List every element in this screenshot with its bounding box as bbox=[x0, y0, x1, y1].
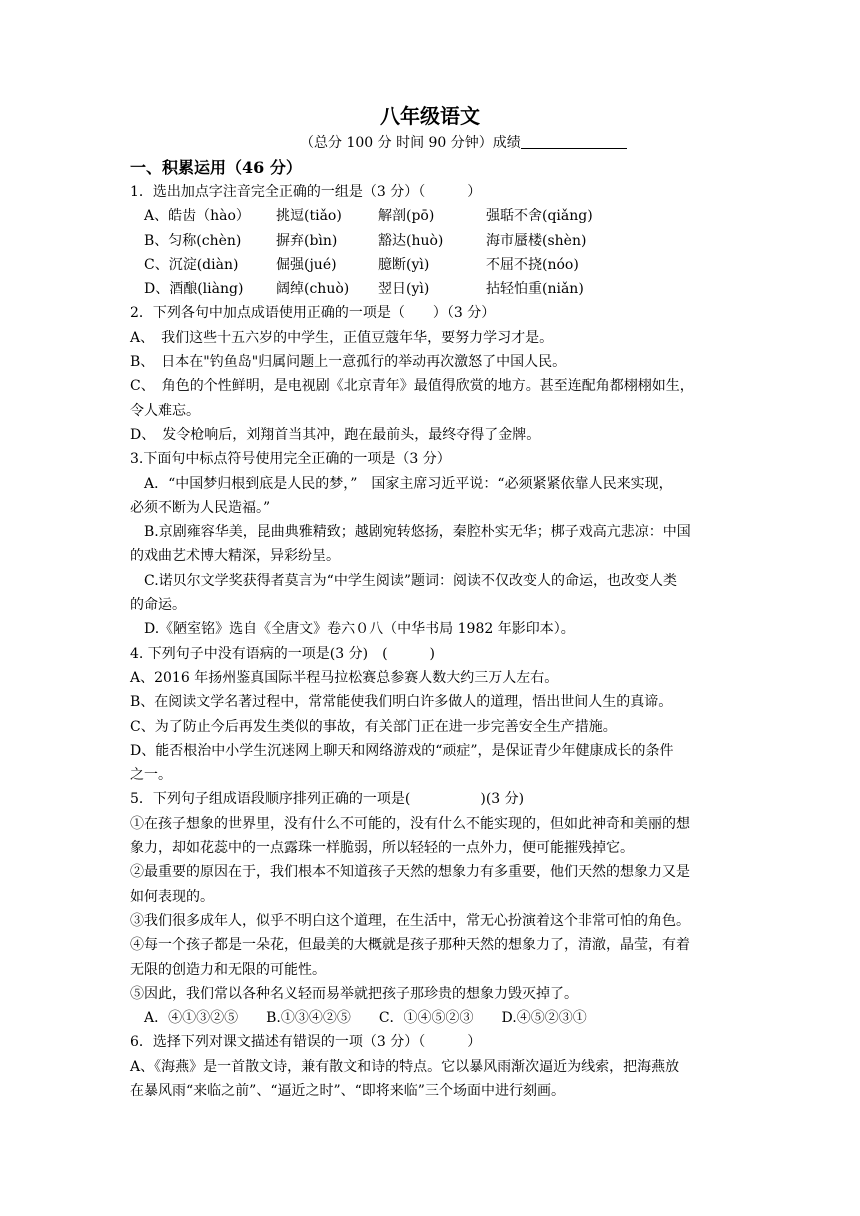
page-title: 八年级语文 bbox=[380, 104, 480, 128]
q1-a-4: 强聒不舍(qiǎng) bbox=[486, 208, 593, 225]
q1-d-3: 翌日(yì) bbox=[378, 281, 430, 298]
q2-option-b: B、 日本在"钓鱼岛"归属问题上一意孤行的举动再次激怒了中国人民。 bbox=[130, 354, 567, 371]
q1-c-4: 不屈不挠(nóo) bbox=[486, 256, 579, 273]
q4-option-d: D、能否根治中小学生沉迷网上聊天和网络游戏的“顽症”，是保证青少年健康成长的条件 bbox=[130, 742, 674, 759]
q5-sentence-4-cont: 无限的创造力和无限的可能性。 bbox=[130, 961, 326, 978]
q1-a-3: 解剖(pō) bbox=[378, 208, 435, 225]
q6-stem: 6．选择下列对课文描述有错误的一项（3 分）（ ） bbox=[130, 1034, 482, 1051]
q5-sentence-2: ②最重要的原因在于，我们根本不知道孩子天然的想象力有多重要，他们天然的想象力又是 bbox=[130, 864, 690, 881]
q3-stem: 3.下面句中标点符号使用完全正确的一项是（3 分） bbox=[130, 451, 451, 468]
q4-stem: 4. 下列句子中没有语病的一项是(3 分) ( ) bbox=[130, 645, 436, 662]
q5-stem: 5．下列句子组成语段顺序排列正确的一项是( )(3 分) bbox=[130, 791, 525, 808]
q5-sentence-1: ①在孩子想象的世界里，没有什么不可能的，没有什么不能实现的，但如此神奇和美丽的想 bbox=[130, 815, 690, 832]
q4-option-b: B、在阅读文学名著过程中，常常能使我们明白许多做人的道理，悟出世间人生的真谛。 bbox=[130, 694, 673, 711]
q5-sentence-3: ③我们很多成年人，似乎不明白这个道理，在生活中，常无心扮演着这个非常可怕的角色。 bbox=[130, 912, 690, 929]
q4-option-c: C、为了防止今后再发生类似的事故，有关部门正在进一步完善安全生产措施。 bbox=[130, 718, 617, 735]
q2-option-c-cont: 令人难忘。 bbox=[130, 402, 200, 419]
q1-option-d bbox=[130, 277, 730, 301]
q2-option-c: C、 角色的个性鲜明，是电视剧《北京青年》最值得欣赏的地方。甚至连配角都栩栩如生， bbox=[130, 378, 694, 395]
q1-b-4: 海市蜃楼(shèn) bbox=[486, 232, 587, 249]
q3-option-a-cont: 必须不断为人民造福。” bbox=[130, 499, 271, 516]
score-blank[interactable] bbox=[521, 134, 627, 149]
q1-option-c bbox=[130, 253, 730, 277]
questions bbox=[130, 180, 730, 1103]
q3-option-c: C.诺贝尔文学奖获得者莫言为“中学生阅读”题词：阅读不仅改变人的命运，也改变人类 bbox=[144, 572, 677, 589]
q1-b-3: 豁达(huò) bbox=[378, 232, 444, 249]
q3-option-a: A．“中国梦归根到底是人民的梦，” 国家主席习近平说：“必须紧紧依靠人民来实现， bbox=[144, 475, 673, 492]
q3-option-c-cont: 的命运。 bbox=[130, 597, 186, 614]
q2-stem: 2．下列各句中加点成语使用正确的一项是（ ）（3 分） bbox=[130, 305, 496, 322]
q3-option-b-cont: 的戏曲艺术博大精深，异彩纷呈。 bbox=[130, 548, 340, 565]
exam-info-text: （总分 100 分 时间 90 分钟）成绩 bbox=[300, 135, 521, 151]
q1-option-b bbox=[130, 229, 730, 253]
q1-b-1: B、匀称(chèn) bbox=[144, 232, 242, 249]
q4-option-d-cont: 之一。 bbox=[130, 767, 172, 784]
exam-info bbox=[300, 133, 627, 153]
q1-c-2: 倔强(jué) bbox=[276, 256, 337, 273]
q5-sentence-4: ④每一个孩子都是一朵花，但最美的大概就是孩子那种天然的想象力了，清澈，晶莹，有着 bbox=[130, 937, 690, 954]
q6-option-a-cont: 在暴风雨“来临之前”、“逼近之时”、“即将来临”三个场面中进行刻画。 bbox=[130, 1082, 565, 1099]
q5-sentence-1-cont: 象力，却如花蕊中的一点露珠一样脆弱，所以轻轻的一点外力，便可能摧残掉它。 bbox=[130, 840, 634, 857]
q3-option-d: D.《陋室铭》选自《全唐文》卷六０八（中华书局 1982 年影印本）。 bbox=[144, 621, 575, 638]
q2-option-d: D、 发令枪响后，刘翔首当其冲，跑在最前头，最终夺得了金牌。 bbox=[130, 426, 541, 443]
q6-option-a: A、《海燕》是一首散文诗，兼有散文和诗的特点。它以暴风雨渐次逼近为线索，把海燕放 bbox=[130, 1058, 680, 1075]
q1-a-1: A、皓齿（hào） bbox=[144, 208, 250, 225]
q5-options: A．④①③②⑤ B.①③④②⑤ C．①④⑤②③ D.④⑤②③① bbox=[144, 1010, 587, 1027]
q2-option-a: A、 我们这些十五六岁的中学生，正值豆蔻年华，要努力学习才是。 bbox=[130, 329, 554, 346]
q1-c-1: C、沉淀(diàn) bbox=[144, 256, 239, 273]
q1-b-2: 摒弃(bìn) bbox=[276, 232, 338, 249]
q1-stem: 1．选出加点字注音完全正确的一组是（3 分）（ ） bbox=[130, 184, 482, 200]
q1-c-3: 臆断(yì) bbox=[378, 256, 430, 273]
section-heading: 一、积累运用（46 分） bbox=[130, 158, 302, 177]
q1-d-4: 拈轻怕重(niǎn) bbox=[486, 281, 584, 298]
q3-option-b: B.京剧雍容华美，昆曲典雅精致；越剧宛转悠扬，秦腔朴实无华；梆子戏高亢悲凉：中国 bbox=[144, 524, 691, 541]
q1-a-2: 挑逗(tiǎo) bbox=[276, 208, 342, 225]
q1-d-1: D、酒酿(liàng) bbox=[144, 281, 244, 298]
q5-sentence-2-cont: 如何表现的。 bbox=[130, 888, 214, 905]
q1-option-a bbox=[130, 204, 730, 228]
q5-sentence-5: ⑤因此，我们常以各种名义轻而易举就把孩子那珍贵的想象力毁灭掉了。 bbox=[130, 985, 578, 1002]
q1-d-2: 阔绰(chuò) bbox=[276, 281, 350, 298]
q4-option-a: A、2016 年扬州鉴真国际半程马拉松赛总参赛人数大约三万人左右。 bbox=[130, 669, 559, 686]
